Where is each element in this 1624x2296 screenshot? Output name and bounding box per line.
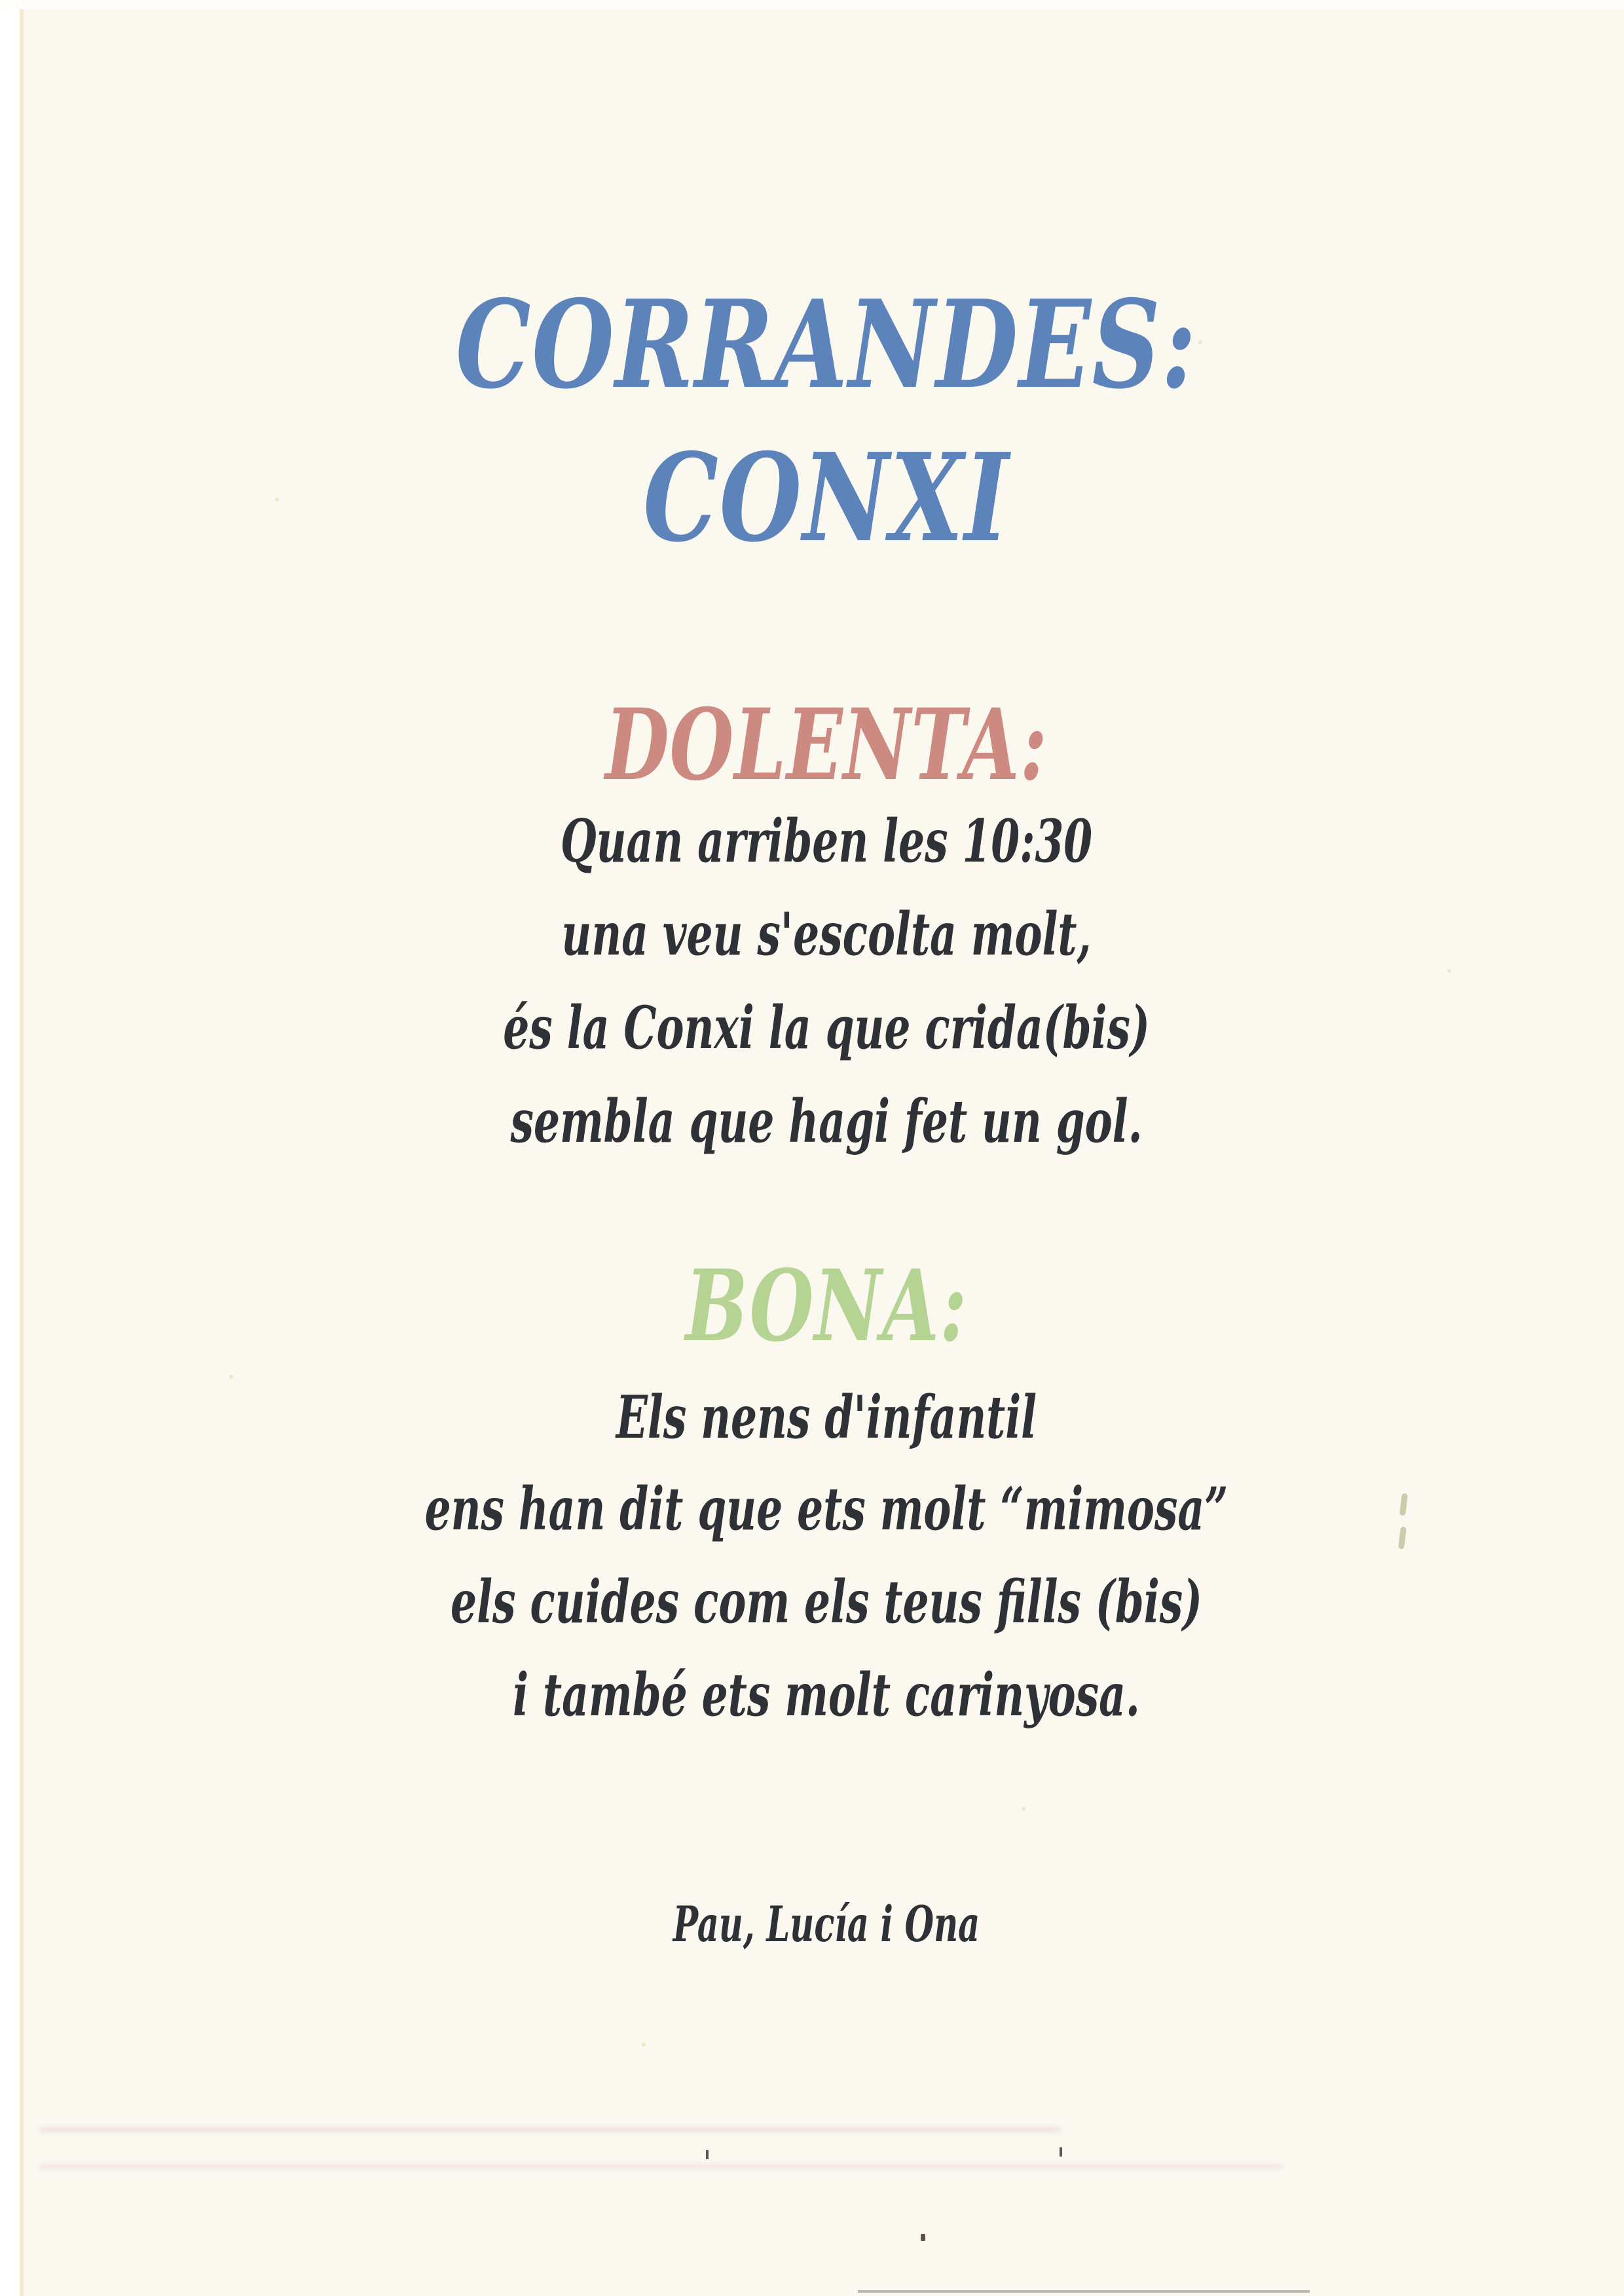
signature: Pau, Lucía i Ona — [673, 1895, 980, 1953]
verse-line: ens han dit que ets molt “mimosa” — [424, 1474, 1228, 1544]
paper-dust — [1022, 1807, 1025, 1811]
verse-line: Quan arriben les 10:30 — [560, 807, 1093, 876]
paper-dust — [1447, 969, 1451, 973]
verse-line: sembla que hagi fet un gol. — [510, 1087, 1143, 1156]
section-heading-bona: BONA: — [685, 1248, 968, 1364]
paper-dust — [1198, 340, 1202, 344]
page-title-line-1: CORRANDES: — [455, 273, 1198, 416]
verse-line: i també ets molt carinyosa. — [513, 1660, 1140, 1730]
verse-line: els cuides com els teus fills (bis) — [451, 1567, 1202, 1637]
scan-smudge-mark — [1398, 1527, 1407, 1550]
verse-line: és la Conxi la que crida(bis) — [503, 993, 1150, 1063]
paper-dust — [229, 1375, 233, 1379]
section-heading-dolenta: DOLENTA: — [605, 687, 1048, 803]
paper-dust — [642, 2043, 646, 2047]
verse-line: Els nens d'infantil — [616, 1383, 1037, 1452]
scanner-edge-top — [0, 0, 1624, 9]
scanner-edge-line — [20, 0, 24, 2296]
ink-speck — [1060, 2147, 1062, 2157]
page-title-line-2: CONXI — [643, 426, 1010, 569]
ink-speck — [706, 2150, 709, 2159]
scan-smudge-mark — [1399, 1493, 1408, 1516]
bleed-through-smudge — [39, 2164, 1283, 2170]
ink-speck — [921, 2234, 925, 2241]
bleed-through-smudge — [39, 2126, 1061, 2132]
paper-dust — [275, 498, 279, 501]
scanner-edge-left — [0, 0, 22, 2296]
scan-bottom-line — [858, 2290, 1310, 2293]
verse-line: una veu s'escolta molt, — [561, 900, 1092, 969]
